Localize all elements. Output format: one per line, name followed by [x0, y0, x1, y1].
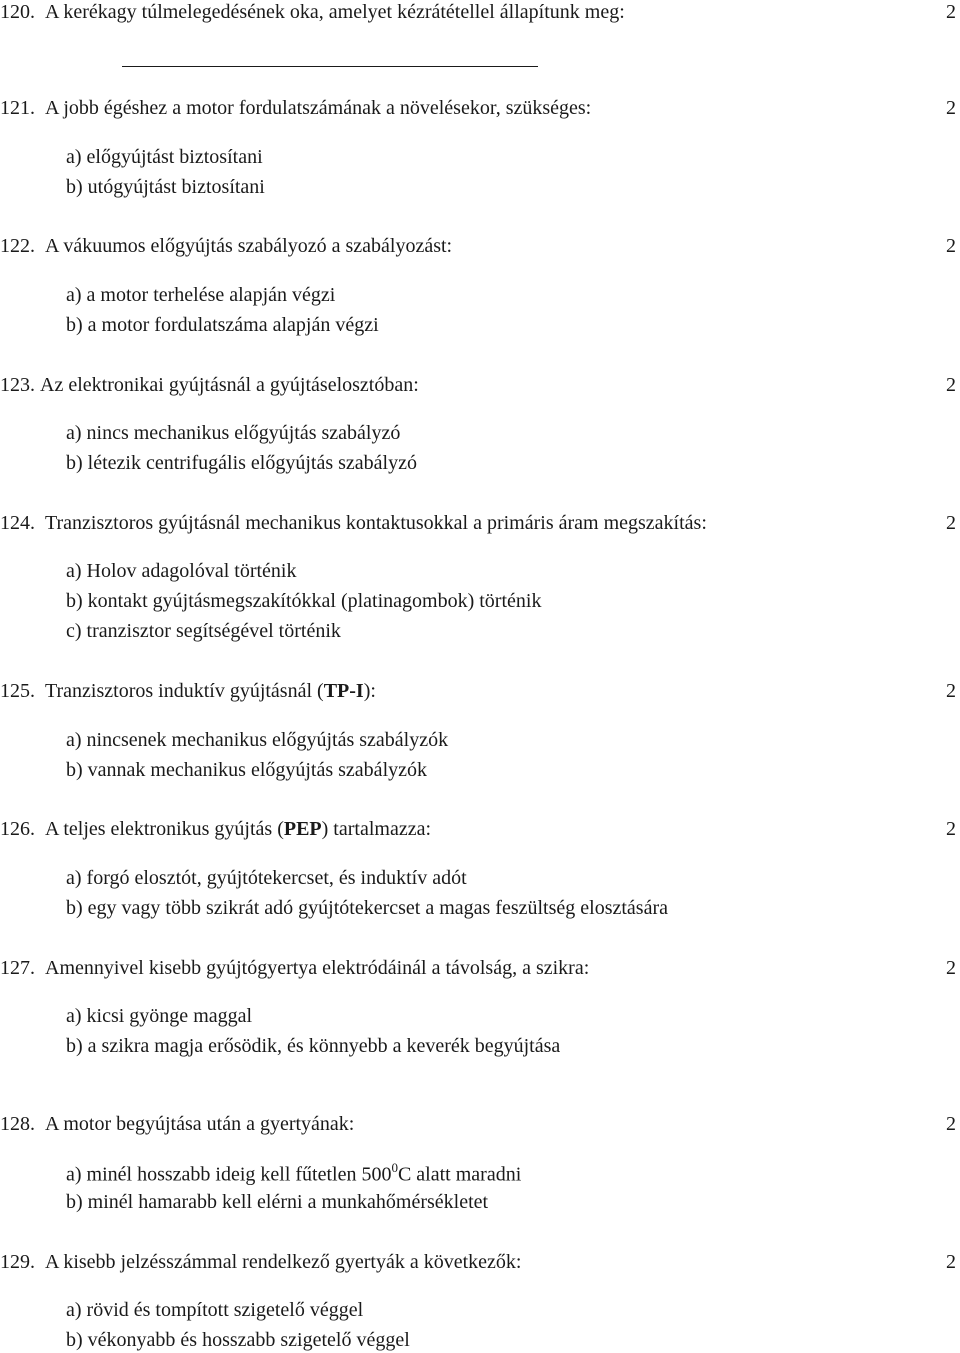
question-text: Amennyivel kisebb gyújtógyertya elektródáinál a távolság, a szikra: — [45, 957, 590, 979]
question-text: A vákuumos előgyújtás szabályozó a szabályozást: — [45, 235, 453, 257]
answer-option-c[interactable]: c) tranzisztor segítségével történik — [66, 620, 341, 642]
answer-blank-line[interactable] — [122, 66, 538, 67]
answer-text-end: C alatt maradni — [397, 1163, 522, 1186]
question-points: 2 — [946, 818, 956, 840]
question-text-start: A teljes elektronikus gyújtás ( — [45, 818, 284, 840]
answer-option-a[interactable]: a) nincs mechanikus előgyújtás szabályzó — [66, 422, 401, 444]
answer-option-b[interactable]: b) egy vagy több szikrát adó gyújtótekercset a magas feszültség elosztására — [66, 897, 669, 919]
question-number: 122. — [0, 235, 35, 257]
question-text-end: ) tartalmazza: — [321, 818, 432, 840]
question-points: 2 — [946, 680, 956, 702]
question-text — [45, 681, 376, 701]
question-number: 128. — [0, 1113, 35, 1135]
question-text: A kerékagy túlmelegedésének oka, amelyet kézrátétellel állapítunk meg: — [45, 1, 625, 23]
answer-option-a[interactable]: a) előgyújtást biztosítani — [66, 146, 263, 168]
question-points: 2 — [946, 97, 956, 119]
answer-option-a[interactable]: a) rövid és tompított szigetelő véggel — [66, 1299, 364, 1321]
question-text: A motor begyújtása után a gyertyának: — [45, 1113, 355, 1135]
question-text — [45, 819, 431, 839]
question-number: 129. — [0, 1251, 35, 1273]
answer-option-b[interactable]: b) vannak mechanikus előgyújtás szabályzók — [66, 759, 427, 781]
question-number: 126. — [0, 818, 35, 840]
question-text: Tranzisztoros gyújtásnál mechanikus kontaktusokkal a primáris áram megszakítás: — [45, 512, 707, 534]
question-number: 124. — [0, 512, 35, 534]
question-points: 2 — [946, 374, 956, 396]
question-points: 2 — [946, 1113, 956, 1135]
answer-option-a[interactable]: a) Holov adagolóval történik — [66, 560, 297, 582]
question-points: 2 — [946, 957, 956, 979]
answer-option-b[interactable]: b) vékonyabb és hosszabb szigetelő véggel — [66, 1329, 410, 1351]
question-text: Az elektronikai gyújtásnál a gyújtáselosztóban: — [40, 374, 419, 396]
question-number: 121. — [0, 97, 35, 119]
question-number: 123. — [0, 374, 35, 396]
answer-option-b[interactable]: b) minél hamarabb kell elérni a munkahőmérsékletet — [66, 1191, 489, 1213]
answer-option-a[interactable]: a) forgó elosztót, gyújtótekercset, és induktív adót — [66, 867, 467, 889]
degree-superscript: 0 — [391, 1160, 398, 1175]
question-text-abbreviation: TP-I — [323, 680, 364, 702]
question-text-end: ): — [363, 680, 376, 702]
question-number: 125. — [0, 680, 35, 702]
answer-text-start: a) minél hosszabb ideig kell fűtetlen 500 — [66, 1163, 392, 1186]
question-text: A jobb égéshez a motor fordulatszámának a növelésekor, szükséges: — [45, 97, 592, 119]
question-text-abbreviation: PEP — [283, 818, 322, 840]
answer-option-a[interactable]: a) nincsenek mechanikus előgyújtás szabályzók — [66, 729, 449, 751]
question-points: 2 — [946, 1251, 956, 1273]
question-points: 2 — [946, 235, 956, 257]
question-points: 2 — [946, 1, 956, 23]
question-points: 2 — [946, 512, 956, 534]
answer-option-b[interactable]: b) a szikra magja erősödik, és könnyebb a keverék begyújtása — [66, 1035, 561, 1057]
answer-option-b[interactable]: b) létezik centrifugális előgyújtás szabályzó — [66, 452, 417, 474]
answer-option-a[interactable]: a) kicsi gyönge maggal — [66, 1005, 253, 1027]
question-number: 127. — [0, 957, 35, 979]
answer-option-a[interactable] — [66, 1162, 521, 1185]
question-number: 120. — [0, 1, 35, 23]
answer-option-a[interactable]: a) a motor terhelése alapján végzi — [66, 284, 336, 306]
answer-option-b[interactable]: b) kontakt gyújtásmegszakítókkal (platinagombok) történik — [66, 590, 542, 612]
answer-option-b[interactable]: b) a motor fordulatszáma alapján végzi — [66, 314, 379, 336]
answer-option-b[interactable]: b) utógyújtást biztosítani — [66, 176, 265, 198]
question-text-start: Tranzisztoros induktív gyújtásnál ( — [45, 680, 324, 702]
question-text: A kisebb jelzésszámmal rendelkező gyertyák a következők: — [45, 1251, 522, 1273]
